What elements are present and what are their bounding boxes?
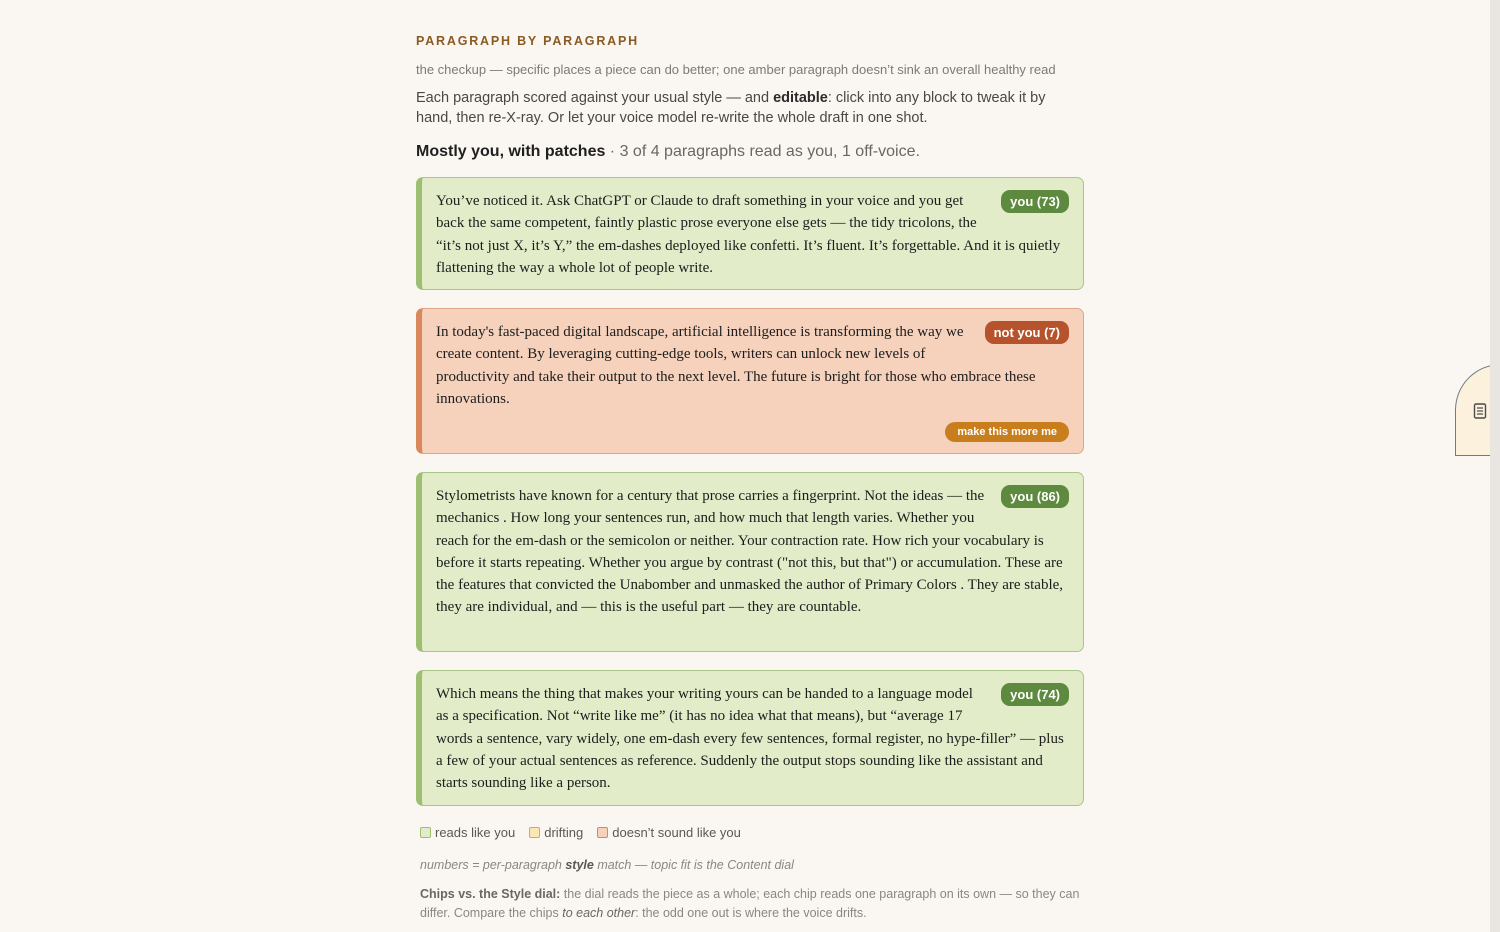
footer-explainer <box>420 885 1084 923</box>
note-bold: style <box>565 858 594 872</box>
legend-item <box>420 825 515 840</box>
note-part: match — topic fit is the Content dial <box>593 858 794 872</box>
score-chip: not you (7) <box>985 321 1069 344</box>
intro-part: : click into any block to tweak it by hand, then re-X-ray. Or let your voice model re-write the whole draft in one shot. <box>416 90 1046 126</box>
legend-label: doesn’t sound like you <box>612 825 741 840</box>
score-chip: you (86) <box>1001 485 1069 508</box>
paragraph-text[interactable]: You’ve noticed it. Ask ChatGPT or Claude to draft something in your voice and you get back the same competent, faintly plastic prose everyone else gets — the tidy tricolons, the “it’s not just X, it’s Y,” the em-dashes deployed like confetti. It’s fluent. It’s forgettable. And it is quietly flattening the way a whole lot of people write. <box>436 193 1061 276</box>
swatch-amber <box>529 827 540 838</box>
legend-item <box>597 825 741 840</box>
verdict-title: Mostly you, with patches <box>416 143 606 160</box>
paragraph-card[interactable] <box>416 472 1084 652</box>
legend-item <box>529 825 583 840</box>
note-part: numbers = per-paragraph <box>420 858 566 872</box>
paragraph-card[interactable] <box>416 177 1084 290</box>
paragraph-text[interactable]: Stylometrists have known for a century that prose carries a fingerprint. Not the ideas — the mechanics . How long your sentences run, and how much that length varies. Whether you reach for the em-dash or the semicolon or neither. Your contraction rate. How rich your vocabulary is before it starts repeating. Whether you argue by contrast ("not this, but that") or accumulation. These are the features that convicted the Unabomber and unmasked the author of Primary Colors . They are stable, they are individual, and — this is the useful part — they are countable. <box>436 488 1064 616</box>
paragraph-card[interactable] <box>416 308 1084 454</box>
paragraph-text[interactable]: Which means the thing that makes your writing yours can be handed to a language model as a specification. Not “write like me” (it has no idea what that means), but “average 17 words a sentence, vary widely, one em-dash every few sentences, formal register, no hype-filler” — plus a few of your actual sentences as reference. Suddenly the output stops sounding like the assistant and starts sounding like a person. <box>436 686 1064 792</box>
footer-italic: to each other <box>562 906 636 920</box>
verdict <box>416 143 1084 161</box>
verdict-detail: · 3 of 4 paragraphs read as you, 1 off-voice. <box>605 143 920 160</box>
score-chip: you (73) <box>1001 190 1069 213</box>
score-chip: you (74) <box>1001 683 1069 706</box>
legend <box>420 825 741 840</box>
intro-part: Each paragraph scored against your usual style — and <box>416 90 774 106</box>
intro-text <box>416 88 1084 128</box>
scrollbar[interactable] <box>1490 0 1500 932</box>
swatch-red <box>597 827 608 838</box>
footer-part: : the odd one out is where the voice drifts. <box>635 906 867 920</box>
section-subtitle: the checkup — specific places a piece can do better; one amber paragraph doesn’t sink an overall healthy read <box>416 62 1056 77</box>
swatch-green <box>420 827 431 838</box>
paragraph-card[interactable] <box>416 670 1084 806</box>
make-more-me-button[interactable]: make this more me <box>945 422 1069 442</box>
paragraph-text[interactable]: In today's fast-paced digital landscape, artificial intelligence is transforming the way we create content. By leveraging cutting-edge tools, writers can unlock new levels of productivity and take their output to the next level. The future is bright for those who embrace these innovations. <box>436 324 1036 407</box>
footer-part: the dial reads the piece as a whole; each chip reads one paragraph on its own — so they can differ. Compare the chips <box>420 887 1080 920</box>
document-icon <box>1473 403 1487 424</box>
score-note <box>420 858 794 872</box>
intro-bold: editable <box>773 90 828 106</box>
section-eyebrow: PARAGRAPH BY PARAGRAPH <box>416 34 639 48</box>
legend-label: drifting <box>544 825 584 840</box>
legend-label: reads like you <box>435 825 516 840</box>
footer-bold: Chips vs. the Style dial: <box>420 887 561 901</box>
